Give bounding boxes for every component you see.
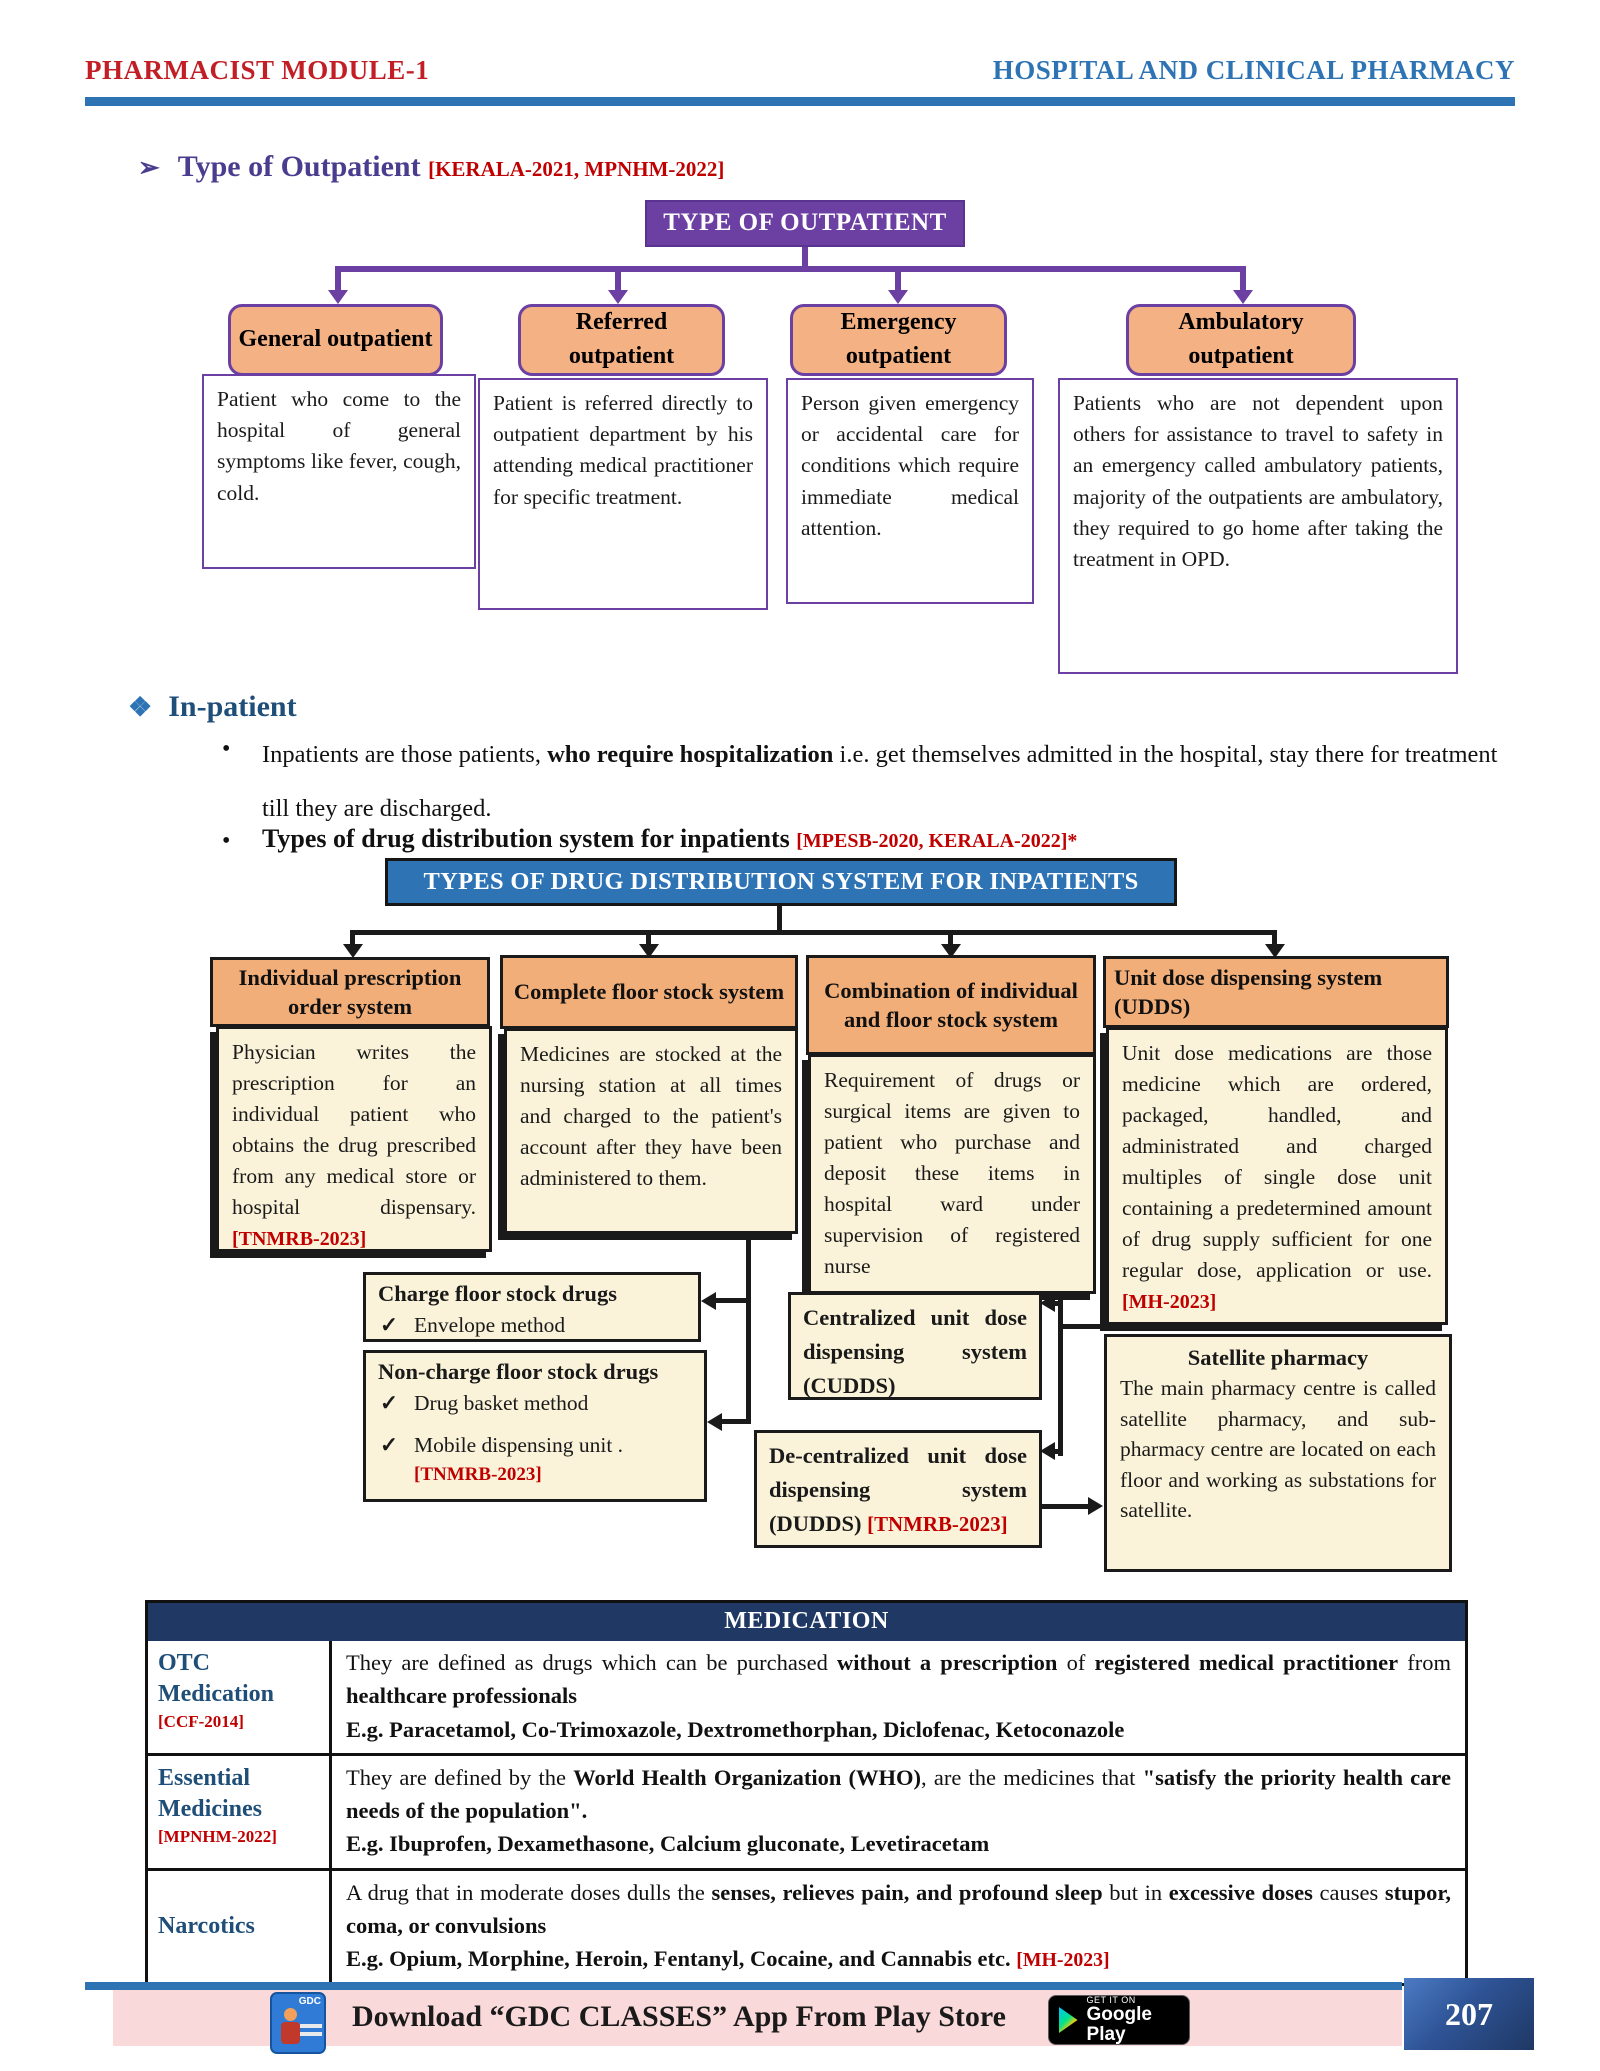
satellite-pharmacy-title: Satellite pharmacy xyxy=(1187,1345,1369,1370)
outpatient-section-heading xyxy=(138,150,724,184)
header-rule xyxy=(85,97,1515,106)
desc-general-outpatient: Patient who come to the hospital of general symptoms like fever, cough, cold. xyxy=(202,374,476,569)
desc-individual-prescription: Physician writes the prescription for an individual patient who obtains the drug prescribed from any medical store or hospital dispensary. [TNMRB-2023] xyxy=(216,1026,492,1252)
narcotics-examples: E.g. Opium, Morphine, Heroin, Fentanyl, Cocaine, and Cannabis etc. [MH-2023] xyxy=(346,1946,1110,1972)
footer-download-text: Download “GDC CLASSES” App From Play Store xyxy=(352,2000,1006,2033)
narcotics-content-cell xyxy=(332,1871,1465,1983)
inpatient-heading-text: In-patient xyxy=(168,690,297,723)
box-dudds: De-centralized unit dose dispensing system (DUDDS) [TNMRB-2023] xyxy=(754,1430,1042,1548)
desc-referred-outpatient: Patient is referred directly to outpatient department by his attending medical practitioner for specific treatment. xyxy=(478,378,768,610)
check-icon: ✓ xyxy=(380,1313,399,1337)
box-satellite-pharmacy xyxy=(1104,1334,1452,1572)
arrow-head-icon xyxy=(343,944,363,958)
distribution-chart-root: TYPES OF DRUG DISTRIBUTION SYSTEM FOR INPATIENTS xyxy=(385,858,1177,906)
connector-line xyxy=(615,266,621,292)
check-icon: ✓ xyxy=(380,1432,399,1457)
otc-content-cell xyxy=(332,1641,1465,1753)
node-combination-system: Combination of individual and floor stock system xyxy=(806,955,1096,1055)
connector-line xyxy=(714,1298,749,1303)
arrow-head-icon xyxy=(608,290,628,304)
arrow-head-icon xyxy=(1088,1497,1103,1515)
inpatient-section-heading xyxy=(128,690,297,724)
check-icon: ✓ xyxy=(380,1391,399,1415)
gdc-figure-icon xyxy=(284,2008,297,2021)
medication-table-title: MEDICATION xyxy=(148,1603,1465,1641)
connector-line xyxy=(1060,1324,1106,1329)
otc-definition: They are defined as drugs which can be purchased without a prescription of registered medical practitioner from healthcare professionals xyxy=(346,1650,1452,1709)
charge-item-envelope: Envelope method xyxy=(414,1313,566,1337)
connector-line xyxy=(335,266,341,292)
desc-udds: Unit dose medications are those medicine which are ordered, packaged, handled, and administrated and charged multiples of single dose unit containing a predetermined amount of drug supply sufficient for one regular dose, application or use. [MH-2023] xyxy=(1106,1027,1448,1325)
footer-rule xyxy=(85,1982,1402,1990)
desc-ambulatory-outpatient: Patients who are not dependent upon others for assistance to travel to safety in an emergency called ambulatory patients, majority of the outpatients are ambulatory, they required to go home after taking the treatment in OPD. xyxy=(1058,378,1458,674)
play-badge-bottom-text: Google Play xyxy=(1086,2004,1152,2045)
essential-label-cell xyxy=(148,1756,332,1868)
table-row-narcotics xyxy=(148,1868,1465,1983)
node-udds: Unit dose dispensing system (UDDS) xyxy=(1103,956,1449,1028)
node-ambulatory-outpatient: Ambulatory outpatient xyxy=(1126,304,1356,376)
otc-label: OTC Medication xyxy=(158,1650,274,1708)
essential-definition: They are defined by the World Health Organization (WHO), are the medicines that "satisfy the priority health care needs of the population". xyxy=(346,1764,1451,1824)
connector-line xyxy=(350,930,1277,935)
arrow-head-icon xyxy=(1040,1294,1055,1312)
narcotics-label: Narcotics xyxy=(158,1913,255,1940)
connector-line xyxy=(895,266,901,292)
arrow-head-icon xyxy=(1233,290,1253,304)
header-subject-title: HOSPITAL AND CLINICAL PHARMACY xyxy=(992,55,1515,85)
connector-line xyxy=(1054,1301,1062,1306)
connector-line xyxy=(335,266,1246,272)
otc-exam-tag: [CCF-2014] xyxy=(158,1712,244,1732)
gdc-app-icon xyxy=(270,1992,326,2054)
node-referred-outpatient: Referred outpatient xyxy=(518,304,725,376)
inpatient-point-1: Inpatients are those patients, who require hospitalization i.e. get themselves admitted in the hospital, stay there for treatment till they are discharged. xyxy=(262,741,1498,822)
charge-floor-stock-title: Charge floor stock drugs xyxy=(378,1281,617,1306)
arrow-bullet-icon: ➢ xyxy=(138,153,160,182)
bullet-dot-icon: • xyxy=(222,736,231,762)
narcotics-label-cell xyxy=(148,1871,332,1983)
header-module-title: PHARMACIST MODULE-1 xyxy=(85,55,430,85)
play-triangle-icon xyxy=(1059,2007,1078,2033)
essential-label: Essential Medicines xyxy=(158,1764,262,1823)
connector-line xyxy=(1240,266,1246,292)
box-cudds: Centralized unit dose dispensing system (CUDDS) xyxy=(788,1292,1042,1400)
connector-line xyxy=(746,1232,751,1424)
desc-complete-floor-stock: Medicines are stocked at the nursing station at all times and charged to the patient's account after they have been administered to them. xyxy=(504,1028,798,1234)
essential-content-cell xyxy=(332,1756,1465,1868)
arrow-head-icon xyxy=(888,290,908,304)
connector-line xyxy=(802,245,808,268)
outpatient-heading-text: Type of Outpatient xyxy=(177,150,421,183)
essential-examples: E.g. Ibuprofen, Dexamethasone, Calcium gluconate, Levetiracetam xyxy=(346,1831,990,1857)
noncharge-floor-stock-title: Non-charge floor stock drugs xyxy=(378,1359,659,1384)
box-noncharge-floor-stock xyxy=(363,1350,707,1502)
narcotics-definition: A drug that in moderate doses dulls the senses, relieves pain, and profound sleep but in excessive doses causes stupor, coma, or convulsions xyxy=(346,1879,1451,1939)
connector-line xyxy=(1054,1449,1062,1454)
bullet-dot-icon: • xyxy=(222,828,231,854)
box-charge-floor-stock xyxy=(363,1272,701,1342)
page-number: 207 xyxy=(1404,1978,1534,2050)
node-emergency-outpatient: Emergency outpatient xyxy=(790,304,1007,376)
noncharge-exam-tag: [TNMRB-2023] xyxy=(414,1463,542,1485)
node-complete-floor-stock: Complete floor stock system xyxy=(500,955,798,1029)
node-individual-prescription: Individual prescription order system xyxy=(210,957,490,1027)
gdc-app-icon-label: GDC xyxy=(298,1996,321,2007)
arrow-head-icon xyxy=(1040,1442,1055,1460)
arrow-head-icon xyxy=(328,290,348,304)
essential-exam-tag: [MPNHM-2022] xyxy=(158,1827,277,1847)
outpatient-exam-tag: [KERALA-2021, MPNHM-2022] xyxy=(428,157,725,181)
connector-line xyxy=(1042,1504,1090,1509)
noncharge-item-mobile: Mobile dispensing unit . xyxy=(414,1432,624,1457)
medication-table xyxy=(145,1600,1468,1986)
otc-label-cell xyxy=(148,1641,332,1753)
otc-examples: E.g. Paracetamol, Co-Trimoxazole, Dextromethorphan, Diclofenac, Ketoconazole xyxy=(346,1716,1125,1742)
arrow-head-icon xyxy=(707,1413,722,1431)
desc-combination-system: Requirement of drugs or surgical items are given to patient who purchase and deposit these items in hospital ward under supervision of registered nurse xyxy=(808,1054,1096,1294)
node-general-outpatient: General outpatient xyxy=(228,304,443,376)
inpatient-exam-tag: [MPESB-2020, KERALA-2022]* xyxy=(796,830,1078,852)
connector-line xyxy=(720,1419,750,1424)
play-badge-top-text: GET IT ON xyxy=(1086,1995,1136,2006)
inpatient-point-2-text: Types of drug distribution system for inpatients xyxy=(262,824,790,853)
noncharge-item-basket: Drug basket method xyxy=(414,1391,589,1415)
connector-line xyxy=(777,904,782,932)
table-row-essential xyxy=(148,1753,1465,1868)
outpatient-chart-root: TYPE OF OUTPATIENT xyxy=(645,200,965,247)
desc-emergency-outpatient: Person given emergency or accidental care for conditions which require immediate medical attention. xyxy=(786,378,1034,604)
diamond-bullet-icon: ❖ xyxy=(128,692,153,722)
table-row-otc xyxy=(148,1641,1465,1753)
inpatient-point-2 xyxy=(262,824,1077,854)
satellite-pharmacy-desc: The main pharmacy centre is called satellite pharmacy, and sub-pharmacy centre are located on each floor and working as substations for satellite. xyxy=(1120,1376,1436,1523)
arrow-head-icon xyxy=(701,1292,716,1310)
google-play-badge xyxy=(1048,1995,1190,2045)
